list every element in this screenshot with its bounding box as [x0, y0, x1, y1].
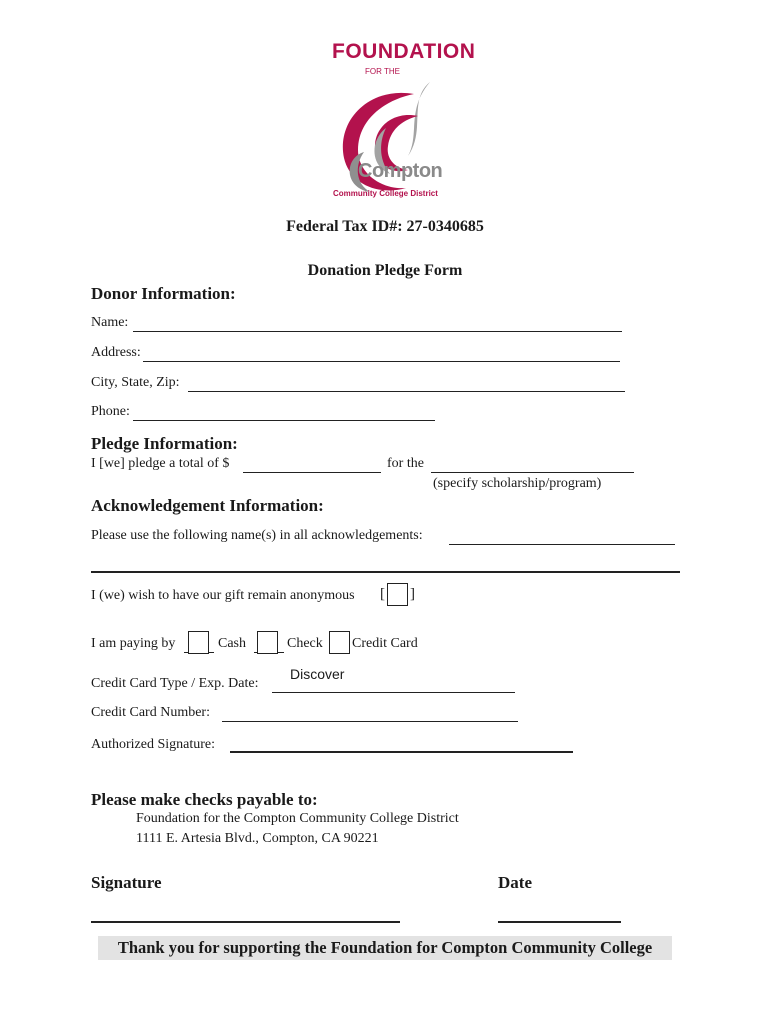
ack-names-label: Please use the following name(s) in all acknowledgements: [91, 528, 423, 543]
anonymous-bracket: [ [380, 586, 385, 602]
logo-compton-word: Compton [358, 160, 443, 182]
pledge-program-field[interactable] [431, 456, 634, 473]
tax-id: Federal Tax ID#: 27-0340685 [286, 218, 484, 235]
signature-field[interactable] [91, 907, 400, 923]
credit-card-checkbox[interactable] [329, 631, 350, 654]
authorized-signature-label: Authorized Signature: [91, 737, 216, 752]
pledge-amount-field[interactable] [243, 456, 381, 473]
checks-address: 1111 E. Artesia Blvd., Compton, CA 90221 [136, 831, 379, 846]
anonymous-label: I (we) wish to have our gift remain anonymous [91, 588, 355, 603]
authorized-signature-field[interactable] [230, 736, 573, 753]
check-checkbox[interactable] [257, 631, 278, 654]
ack-heading: Acknowledgement Information: [91, 496, 324, 515]
logo-tagline: Community College District [333, 189, 438, 198]
address-field[interactable] [143, 345, 620, 362]
anonymous-bracket-close: ] [410, 586, 415, 602]
card-type-label: Credit Card Type / Exp. Date: [91, 676, 259, 691]
phone-label: Phone: [91, 404, 130, 419]
donor-heading: Donor Information: [91, 284, 236, 303]
logo-for-the-word: FOR THE [365, 67, 400, 76]
logo-foundation-word: FOUNDATION [332, 40, 476, 63]
city-state-zip-field[interactable] [188, 375, 625, 392]
cash-label: Cash [218, 636, 246, 651]
card-type-value: Discover [290, 666, 345, 682]
name-field[interactable] [133, 315, 622, 332]
signature-label: Signature [91, 873, 162, 892]
card-number-label: Credit Card Number: [91, 705, 210, 720]
city-state-zip-label: City, State, Zip: [91, 375, 180, 390]
anonymous-checkbox[interactable] [387, 583, 408, 606]
name-label: Name: [91, 315, 129, 330]
ack-names-field[interactable] [449, 528, 675, 545]
checks-payee: Foundation for the Compton Community College District [136, 811, 459, 826]
address-label: Address: [91, 345, 141, 360]
pledge-prefix: I [we] pledge a total of $ [91, 456, 230, 471]
foundation-logo [300, 38, 476, 208]
card-number-field[interactable] [222, 705, 518, 722]
form-title: Donation Pledge Form [307, 262, 463, 279]
cash-checkbox[interactable] [188, 631, 209, 654]
credit-card-label: Credit Card [352, 636, 418, 651]
paying-by-label: I am paying by [91, 636, 176, 651]
check-label: Check [287, 636, 323, 651]
pledge-note: (specify scholarship/program) [433, 476, 602, 491]
checks-heading: Please make checks payable to: [91, 790, 318, 809]
pledge-for-the: for the [387, 456, 424, 471]
date-field[interactable] [498, 907, 621, 923]
pledge-heading: Pledge Information: [91, 434, 238, 453]
phone-field[interactable] [133, 404, 435, 421]
thank-you-banner: Thank you for supporting the Foundation for Compton Community College [98, 936, 672, 960]
ack-names-field-2[interactable] [91, 556, 680, 573]
date-label: Date [498, 873, 532, 892]
